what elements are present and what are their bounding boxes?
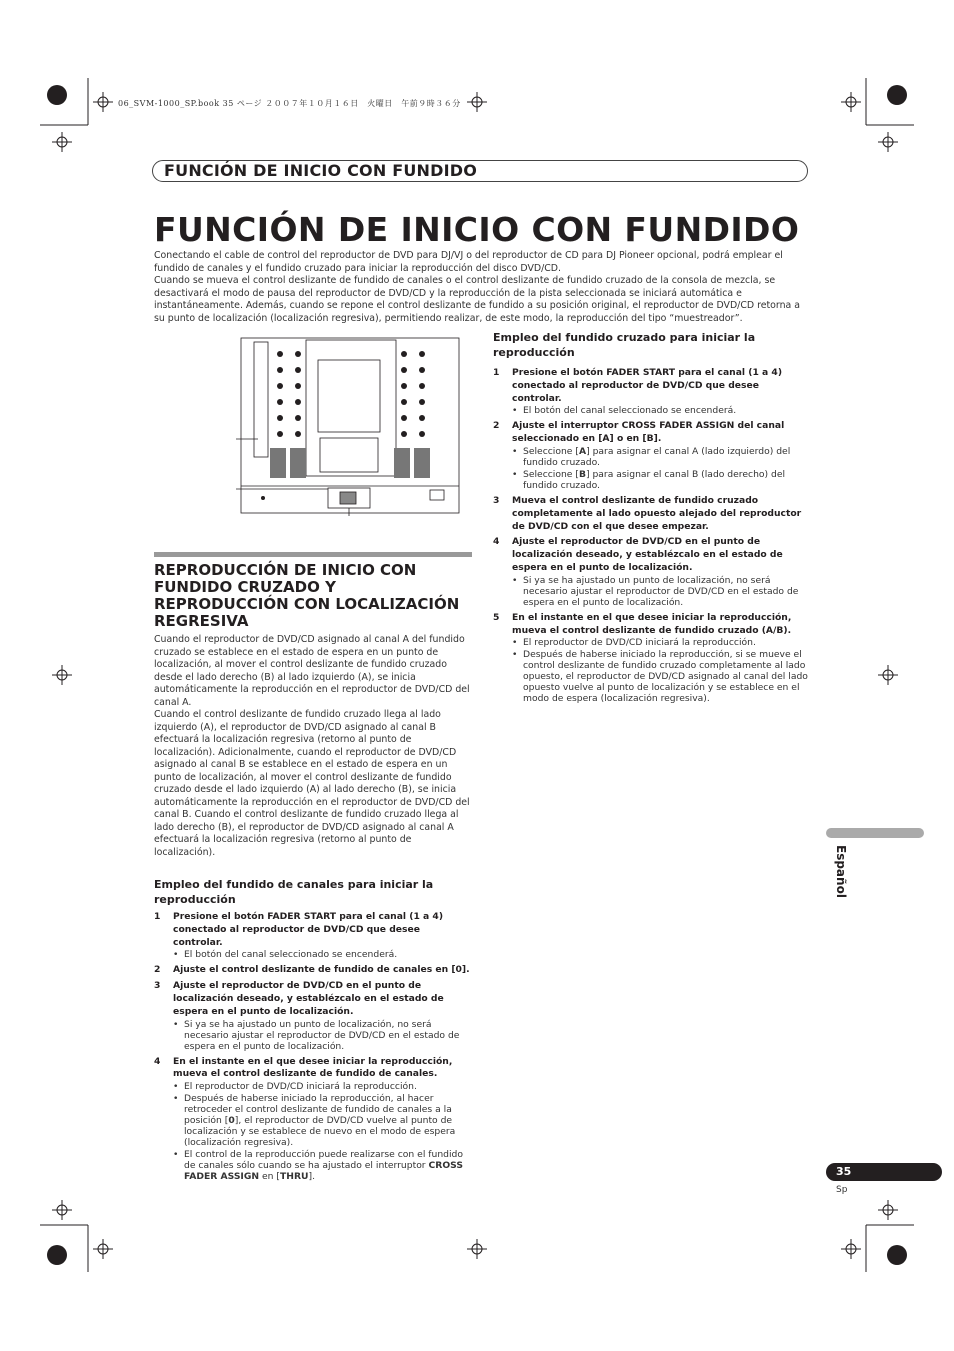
subsection-title-cross-fader: Empleo del fundido cruzado para iniciar la reproducción: [493, 331, 756, 359]
left-column: [154, 552, 472, 1183]
bullet-glyph: •: [512, 637, 518, 649]
bullet-item: [493, 637, 811, 648]
step-text: Presione el botón FADER START para el canal (1 a 4) conectado al reproductor de DVD/CD que desee controlar.: [173, 911, 444, 948]
step-number: 1: [154, 911, 161, 922]
bullet-text: [184, 1093, 472, 1148]
step-1: [154, 911, 472, 949]
text-run-bold: A: [578, 445, 587, 457]
step-text: Mueva el control deslizante de fundido cruzado completamente al lado opuesto alejado del reproductor de DVD/CD con el que desee empezar.: [512, 494, 802, 532]
bullet-text: [523, 469, 811, 491]
chapter-banner-title: FUNCIÓN DE INICIO CON FUNDIDO: [164, 161, 478, 180]
step-3: [493, 495, 811, 533]
bullet-item: [154, 1019, 472, 1052]
section-paragraph-2: Cuando el control deslizante de fundido cruzado llega al lado izquierdo (A), el reproductor de DVD/CD asignado al canal B efectuará la localización regresiva (retorno al punto de localización). Adicionalmente, cuando el reproductor de DVD/CD asignado al canal B se establece en el estado de espera en un punto de localización, al mover el control deslizante de fundido cruzado desde el lado izquierdo (A) al lado derecho (B), se inicia automáticamente la reproducción en el reproductor de DVD/CD del canal B. Cuando el control deslizante de fundido cruzado llega al lado derecho (B), el reproductor de DVD/CD asignado al canal A efectuará la localización regresiva (retorno al punto de localización).: [154, 709, 470, 858]
text-run: en [: [259, 1171, 280, 1183]
bullet-text: El reproductor de DVD/CD iniciará la reproducción.: [184, 1081, 417, 1093]
bullet-glyph: •: [512, 574, 518, 586]
page-number: 35: [836, 1165, 852, 1178]
intro-paragraph-1: Conectando el cable de control del reproductor de DVD para DJ/VJ o del reproductor de CD para DJ Pioneer opcional, podrá emplear el fundido de canales y el fundido cruzado para iniciar la reproducción del disco DVD/CD.: [154, 250, 783, 274]
step-number: 1: [493, 367, 500, 378]
text-run: El control de la reproducción puede realizarse con el fundido de canales sólo cuando se ha ajustado el interruptor: [184, 1149, 464, 1172]
bullet-item: [154, 949, 472, 960]
bullet-glyph: •: [512, 405, 518, 417]
language-tab: [826, 845, 856, 915]
section-paragraph-1: Cuando el reproductor de DVD/CD asignado al canal A del fundido cruzado se establece en el estado de espera en un punto de localización, al mover el control deslizante de fundido cruzado desde el lado derecho (B) al lado izquierdo (A), se inicia automáticamente la reproducción en el reproductor de DVD/CD del canal A.: [154, 634, 470, 708]
bullet-text: Si ya se ha ajustado un punto de localización, no será necesario ajustar el reproductor de DVD/CD en el estado de espera en el punto de localización.: [184, 1018, 460, 1052]
step-text: Ajuste el control deslizante de fundido de canales en [0].: [173, 964, 470, 976]
page-language-code: Sp: [836, 1185, 848, 1195]
bullet-item: [493, 469, 811, 491]
bullet-glyph: •: [173, 949, 179, 961]
step-number: 4: [493, 536, 500, 548]
step-text: Ajuste el reproductor de DVD/CD en el punto de localización deseado, y establézcalo en el estado de espera en el punto de localización.: [173, 980, 444, 1017]
bullet-item: [154, 1149, 472, 1182]
language-tab-label: Español: [834, 845, 848, 898]
step-number: 5: [493, 611, 500, 623]
step-text: Ajuste el interruptor CROSS FADER ASSIGN del canal seleccionado en [A] o en [B].: [512, 420, 785, 445]
step-number: 2: [493, 420, 500, 432]
intro-text: [154, 250, 810, 326]
file-header-text: 06_SVM-1000_SP.book 35 ページ ２００７年１０月１６日 火曜日 午前９時３６分: [118, 99, 461, 108]
text-run: ] para asignar el canal A (lado izquierdo) del fundido cruzado.: [523, 445, 791, 468]
subsection-title-channel-fader: Empleo del fundido de canales para iniciar la reproducción: [154, 878, 434, 906]
bullet-text: [523, 446, 811, 468]
step-5: [493, 612, 811, 638]
bullet-glyph: •: [173, 1093, 179, 1105]
text-run-bold: 0: [228, 1115, 235, 1127]
bullet-item: [493, 405, 811, 416]
text-run: ], el reproductor de DVD/CD vuelve al punto de localización y se establece de nuevo en el modo de espera (localización regresiva).: [184, 1115, 456, 1149]
bullet-glyph: •: [173, 1081, 179, 1093]
page-number-pill: [826, 1163, 942, 1181]
step-number: 3: [154, 980, 161, 992]
bullet-glyph: •: [173, 1018, 179, 1030]
language-tab-bar: [826, 828, 924, 838]
text-run: Seleccione [: [523, 445, 579, 457]
step-text: Presione el botón FADER START para el canal (1 a 4) conectado al reproductor de DVD/CD que desee controlar.: [512, 367, 783, 404]
step-2: [493, 420, 811, 446]
right-column: [493, 330, 811, 705]
bullet-item: [493, 649, 811, 704]
bullet-text: Después de haberse iniciado la reproducción, si se mueve el control deslizante de fundido cruzado completamente al lado opuesto, el reproductor de DVD/CD asignado al canal del lado opuesto vuelve al punto de localización y se establece en el modo de espera (localización regresiva).: [523, 649, 808, 705]
bullet-glyph: •: [512, 445, 518, 457]
step-number: 3: [493, 494, 500, 506]
text-run: ].: [308, 1171, 316, 1183]
text-run-bold: CROSS FADER ASSIGN: [184, 1160, 463, 1183]
text-run-bold: B: [578, 468, 586, 480]
step-text: En el instante en el que desee iniciar la reproducción, mueva el control deslizante de fundido de canales.: [173, 1055, 453, 1080]
step-text: En el instante en el que desee iniciar la reproducción, mueva el control deslizante de fundido cruzado (A/B).: [512, 611, 792, 636]
section-title: REPRODUCCIÓN DE INICIO CON FUNDIDO CRUZADO Y REPRODUCCIÓN CON LOCALIZACIÓN REGRESIVA: [154, 561, 460, 630]
bullet-text: [184, 1149, 472, 1182]
bullet-text: El botón del canal seleccionado se encenderá.: [184, 949, 398, 961]
bullet-text: El botón del canal seleccionado se encenderá.: [523, 405, 737, 417]
text-run: Seleccione [: [523, 468, 579, 480]
text-run-bold: THRU: [280, 1171, 309, 1183]
bullet-item: [154, 1093, 472, 1148]
page-title: FUNCIÓN DE INICIO CON FUNDIDO: [154, 210, 800, 249]
step-number: 2: [154, 964, 161, 976]
bullet-item: [493, 575, 811, 608]
step-number: 4: [154, 1055, 161, 1067]
intro-paragraph-2: Cuando se mueva el control deslizante de fundido de canales o el control deslizante de fundido cruzado de la consola de mezcla, se desactivará el modo de pausa del reproductor de DVD/CD y la reproducción de la pista seleccionada se iniciará automática e instantáneamente. Además, cuando se repone el control deslizante de fundido a su posición original, el reproductor de DVD/CD retorna a su punto de localización (localización regresiva), permitiendo realizar, de este modo, la reproducción del tipo “muestreador”.: [154, 275, 800, 324]
bullet-glyph: •: [512, 468, 518, 480]
step-4: [493, 536, 811, 574]
step-3: [154, 980, 472, 1018]
bullet-text: El reproductor de DVD/CD iniciará la reproducción.: [523, 637, 756, 649]
text-run: Después de haberse iniciado la reproducción, al hacer retroceder el control deslizante de fundido de canales a la posición [: [184, 1093, 452, 1127]
section-rule: [154, 552, 472, 557]
step-2: [154, 964, 472, 977]
bullet-glyph: •: [512, 649, 518, 661]
mixer-illustration: [236, 336, 462, 516]
bullet-glyph: •: [173, 1149, 179, 1161]
bullet-item: [154, 1081, 472, 1092]
step-1: [493, 367, 811, 405]
text-run: ] para asignar el canal B (lado derecho) del fundido cruzado.: [523, 468, 786, 491]
step-4: [154, 1056, 472, 1082]
bullet-item: [493, 446, 811, 468]
bullet-text: Si ya se ha ajustado un punto de localización, no será necesario ajustar el reproductor de DVD/CD en el estado de espera en el punto de localización.: [523, 574, 799, 608]
step-text: Ajuste el reproductor de DVD/CD en el punto de localización deseado, y establézcalo en el estado de espera en el punto de localización.: [512, 536, 783, 573]
